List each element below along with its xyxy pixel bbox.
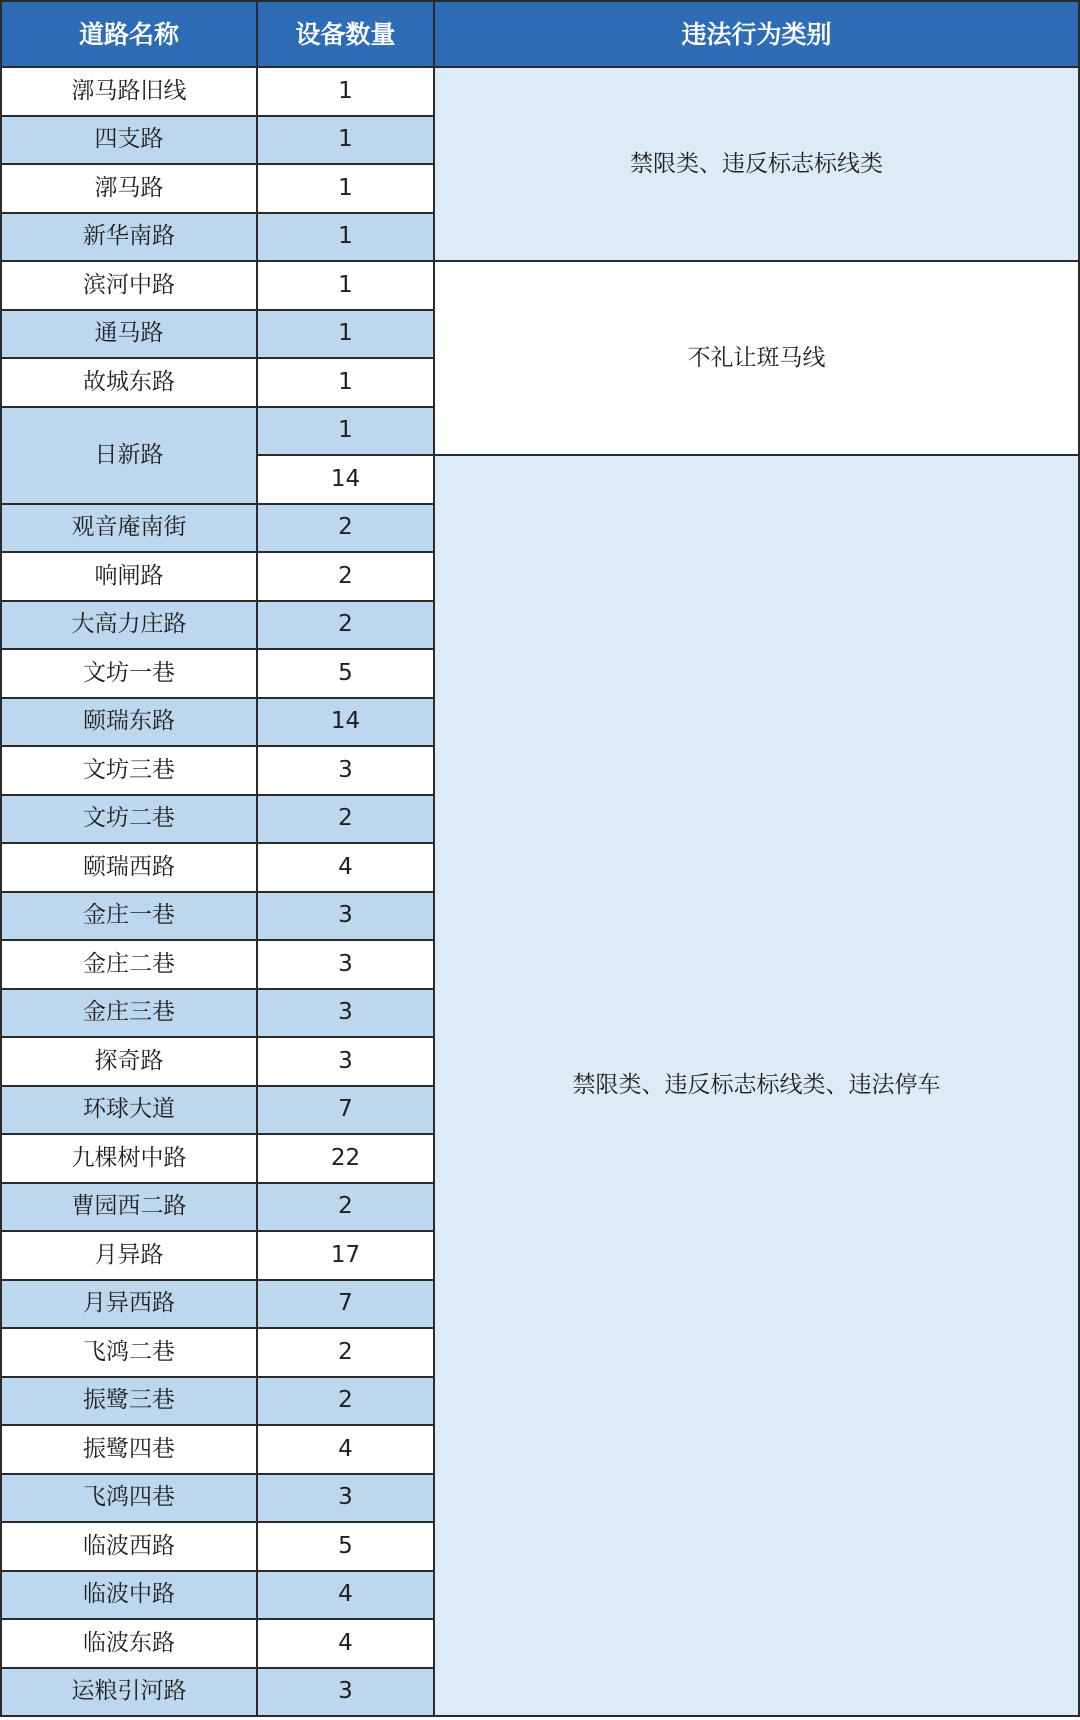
device-count-cell: 3	[258, 990, 433, 1037]
device-count-cell: 4	[258, 1426, 433, 1473]
device-count-cell: 3	[258, 1669, 433, 1716]
road-name-cell: 飞鸿二巷	[2, 1329, 256, 1376]
violation-type-cell: 禁限类、违反标志标线类、违法停车	[435, 456, 1078, 1715]
road-name-cell: 临波西路	[2, 1523, 256, 1570]
device-count-cell: 1	[258, 165, 433, 212]
road-name-cell: 通马路	[2, 311, 256, 358]
road-name-cell: 金庄三巷	[2, 990, 256, 1037]
violation-type-cell: 禁限类、违反标志标线类	[435, 68, 1078, 260]
road-name-cell: 响闸路	[2, 553, 256, 600]
road-name-cell: 金庄二巷	[2, 941, 256, 988]
device-count-cell: 4	[258, 844, 433, 891]
road-name-cell: 临波东路	[2, 1620, 256, 1667]
device-count-cell: 1	[258, 359, 433, 406]
road-name-cell: 曹园西二路	[2, 1184, 256, 1231]
header-device-count: 设备数量	[258, 2, 433, 66]
device-count-cell: 3	[258, 893, 433, 940]
device-count-cell: 1	[258, 214, 433, 261]
device-count-cell: 2	[258, 1184, 433, 1231]
road-name-cell: 观音庵南街	[2, 505, 256, 552]
road-name-cell: 文坊三巷	[2, 747, 256, 794]
road-name-cell: 滨河中路	[2, 262, 256, 309]
device-count-cell: 1	[258, 311, 433, 358]
road-name-cell: 月异西路	[2, 1281, 256, 1328]
device-count-cell: 7	[258, 1281, 433, 1328]
device-count-cell: 3	[258, 1038, 433, 1085]
device-count-cell: 2	[258, 505, 433, 552]
device-count-cell: 2	[258, 1378, 433, 1425]
road-name-cell: 大高力庄路	[2, 602, 256, 649]
device-count-cell: 1	[258, 408, 433, 455]
device-count-cell: 3	[258, 1475, 433, 1522]
header-violation-type: 违法行为类别	[435, 2, 1078, 66]
device-count-cell: 2	[258, 553, 433, 600]
road-name-cell: 故城东路	[2, 359, 256, 406]
device-count-cell: 2	[258, 602, 433, 649]
device-count-cell: 1	[258, 262, 433, 309]
device-count-cell: 2	[258, 796, 433, 843]
road-name-cell: 文坊二巷	[2, 796, 256, 843]
header-road-name: 道路名称	[2, 2, 256, 66]
road-name-cell: 九棵树中路	[2, 1135, 256, 1182]
device-count-cell: 17	[258, 1232, 433, 1279]
device-count-cell: 4	[258, 1620, 433, 1667]
road-name-cell: 振鹭三巷	[2, 1378, 256, 1425]
device-count-cell: 3	[258, 941, 433, 988]
road-name-cell: 运粮引河路	[2, 1669, 256, 1716]
road-name-cell: 飞鸿四巷	[2, 1475, 256, 1522]
road-name-cell: 日新路	[2, 408, 256, 503]
device-count-cell: 14	[258, 456, 433, 503]
device-count-cell: 1	[258, 68, 433, 115]
violation-type-cell: 不礼让斑马线	[435, 262, 1078, 454]
device-count-cell: 5	[258, 1523, 433, 1570]
road-name-cell: 振鹭四巷	[2, 1426, 256, 1473]
device-count-cell: 2	[258, 1329, 433, 1376]
road-name-cell: 四支路	[2, 117, 256, 164]
road-name-cell: 漷马路	[2, 165, 256, 212]
device-count-cell: 7	[258, 1087, 433, 1134]
device-count-cell: 22	[258, 1135, 433, 1182]
road-name-cell: 环球大道	[2, 1087, 256, 1134]
road-name-cell: 金庄一巷	[2, 893, 256, 940]
road-name-cell: 探奇路	[2, 1038, 256, 1085]
device-count-cell: 1	[258, 117, 433, 164]
road-name-cell: 颐瑞东路	[2, 699, 256, 746]
road-name-cell: 月异路	[2, 1232, 256, 1279]
device-count-cell: 3	[258, 747, 433, 794]
road-name-cell: 新华南路	[2, 214, 256, 261]
device-count-cell: 4	[258, 1572, 433, 1619]
device-count-cell: 14	[258, 699, 433, 746]
road-name-cell: 漷马路旧线	[2, 68, 256, 115]
road-name-cell: 颐瑞西路	[2, 844, 256, 891]
road-name-cell: 文坊一巷	[2, 650, 256, 697]
device-count-cell: 5	[258, 650, 433, 697]
road-name-cell: 临波中路	[2, 1572, 256, 1619]
